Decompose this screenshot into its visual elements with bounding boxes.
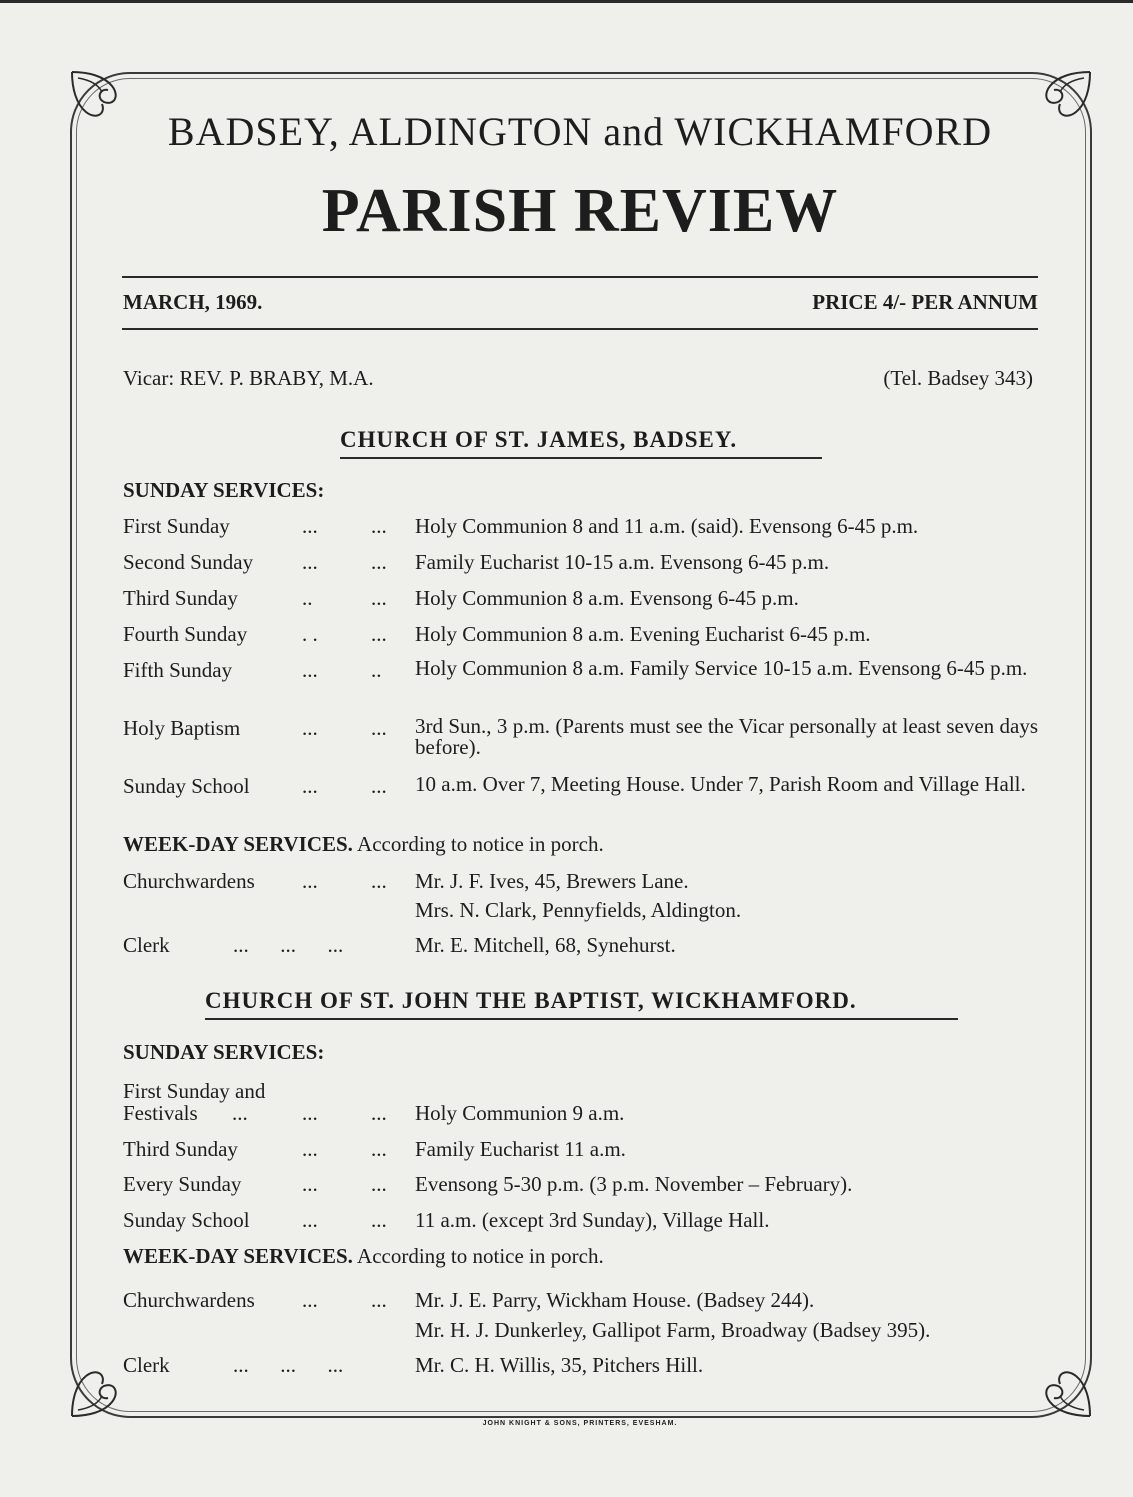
leader-dots: ... [371,716,387,740]
divider [122,276,1038,278]
publication-title: PARISH REVIEW [321,177,839,245]
churchwarden-name: Mr. J. E. Parry, Wickham House. (Badsey 244). [415,1288,815,1312]
row-label: First Sunday [123,514,230,538]
churchwarden-name: Mr. H. J. Dunkerley, Gallipot Farm, Broadway (Badsey 395). [415,1318,931,1342]
leader-dots: .. [371,658,382,682]
churchwarden-name: Mrs. N. Clark, Pennyfields, Aldington. [415,898,742,922]
row-value: Holy Communion 8 and 11 a.m. (said). Evensong 6-45 p.m. [415,514,919,538]
row-value: Holy Communion 8 a.m. Evening Eucharist 6-45 p.m. [415,622,871,646]
row-value: 11 a.m. (except 3rd Sunday), Village Hall. [415,1208,770,1232]
leader-dots: . . [302,622,318,646]
leader-dots: ... [302,1172,318,1196]
leader-dots: ... [302,774,318,798]
leader-dots: ... [302,716,318,740]
leader-dots: ... [302,1101,318,1125]
clerk-name: Mr. C. H. Willis, 35, Pitchers Hill. [415,1353,704,1377]
leader-dots: ... [371,586,387,610]
row-value: 10 a.m. Over 7, Meeting House. Under 7, Parish Room and Village Hall. [415,772,1026,796]
row-value: 3rd Sun., 3 p.m. (Parents must see the Vicar personally at least seven days before). [415,714,1038,759]
leader-dots: ... [371,1137,387,1161]
row-value: Holy Communion 8 a.m. Evensong 6-45 p.m. [415,586,799,610]
row-label: Third Sunday [123,586,238,610]
leader-dots: ... [371,1288,387,1312]
leader-dots: ... [371,622,387,646]
row-value: Holy Communion 9 a.m. [415,1101,625,1125]
leader-dots: ... ... ... [233,933,344,957]
sunday-services-heading: SUNDAY SERVICES: [123,478,325,502]
weekday-services-text: According to notice in porch. [357,832,604,856]
leader-dots: ... [371,1101,387,1125]
leader-dots: ... [302,550,318,574]
section-heading-wickhamford: CHURCH OF ST. JOHN THE BAPTIST, WICKHAMFORD. [205,988,857,1013]
corner-ornament-icon [1024,1360,1094,1420]
heading-underline [340,457,822,459]
row-value: Holy Communion 8 a.m. Family Service 10-15 a.m. Evensong 6-45 p.m. [415,656,1028,680]
leader-dots: ... [232,1101,248,1125]
row-value: Family Eucharist 11 a.m. [415,1137,626,1161]
leader-dots: ... [371,550,387,574]
leader-dots: ... [302,658,318,682]
printer-imprint: JOHN KNIGHT & SONS, PRINTERS, EVESHAM. [482,1420,678,1427]
row-label: Sunday School [123,1208,250,1232]
weekday-services-text: According to notice in porch. [357,1244,604,1268]
issue-date: MARCH, 1969. [123,290,263,314]
churchwardens-label: Churchwardens [123,869,255,893]
leader-dots: ... [371,514,387,538]
row-label: Second Sunday [123,550,254,574]
churchwardens-label: Churchwardens [123,1288,255,1312]
issue-price: PRICE 4/- PER ANNUM [812,290,1038,314]
leader-dots: ... [371,869,387,893]
weekday-services-label: WEEK-DAY SERVICES. [123,832,353,856]
row-label: Holy Baptism [123,716,241,740]
leader-dots: ... [371,1208,387,1232]
row-label: Fourth Sunday [123,622,248,646]
row-label: Festivals [123,1101,198,1125]
scan-top-edge [0,0,1133,3]
clerk-name: Mr. E. Mitchell, 68, Synehurst. [415,933,676,957]
row-value: Family Eucharist 10-15 a.m. Evensong 6-45 p.m. [415,550,830,574]
section-heading-badsey: CHURCH OF ST. JAMES, BADSEY. [340,427,738,452]
clerk-label: Clerk [123,933,170,957]
leader-dots: ... [371,774,387,798]
leader-dots: ... [371,1172,387,1196]
row-value: Evensong 5-30 p.m. (3 p.m. November – February). [415,1172,853,1196]
vicar-telephone: (Tel. Badsey 343) [883,366,1033,390]
row-label: Sunday School [123,774,250,798]
leader-dots: ... [302,1208,318,1232]
leader-dots: .. [302,586,313,610]
divider [122,328,1038,330]
clerk-label: Clerk [123,1353,170,1377]
weekday-services [123,832,604,857]
weekday-services [123,1244,604,1269]
leader-dots: ... [302,1288,318,1312]
row-label: Third Sunday [123,1137,238,1161]
sunday-services-heading: SUNDAY SERVICES: [123,1040,325,1064]
vicar-name: Vicar: REV. P. BRABY, M.A. [123,366,374,390]
leader-dots: ... [302,869,318,893]
leader-dots: ... [302,514,318,538]
row-label: Every Sunday [123,1172,242,1196]
row-label: First Sunday and [123,1079,266,1103]
parishes-title: BADSEY, ALDINGTON and WICKHAMFORD [167,109,993,154]
churchwarden-name: Mr. J. F. Ives, 45, Brewers Lane. [415,869,689,893]
weekday-services-label: WEEK-DAY SERVICES. [123,1244,353,1268]
row-label: Fifth Sunday [123,658,233,682]
leader-dots: ... [302,1137,318,1161]
leader-dots: ... ... ... [233,1353,344,1377]
heading-underline [205,1018,958,1020]
